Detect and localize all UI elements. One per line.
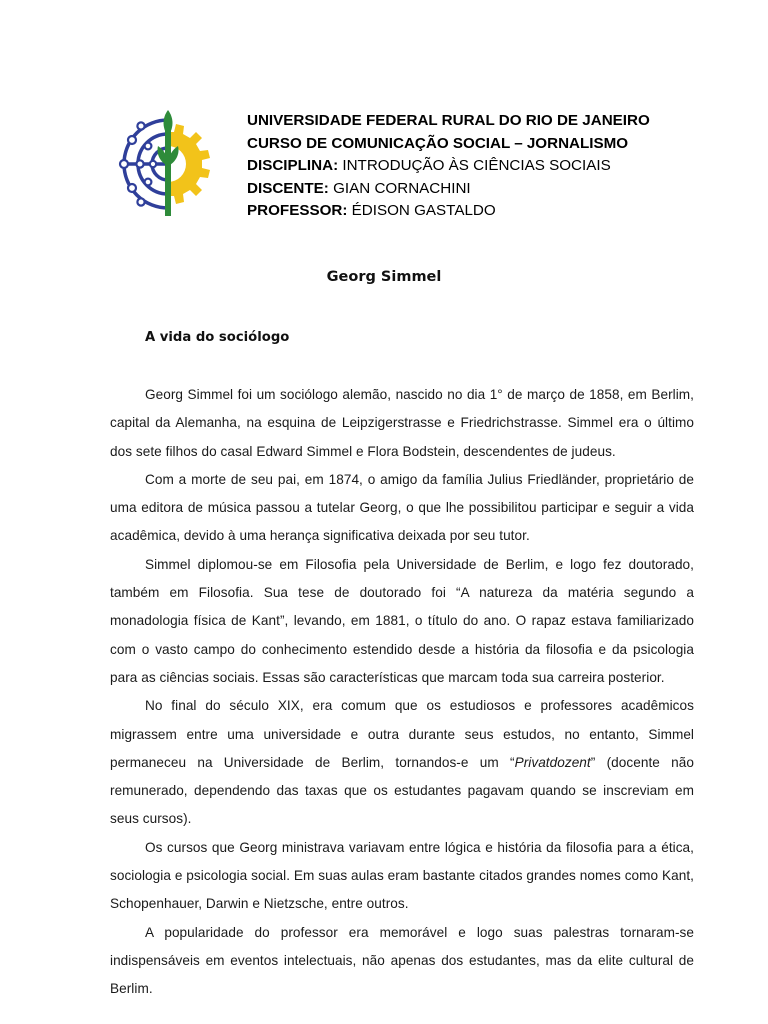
professor-value: ÉDISON GASTALDO [351, 202, 496, 219]
document-title: Georg Simmel [326, 269, 442, 285]
paragraph-1: Georg Simmel foi um sociólogo alemão, nascido no dia 1° de março de 1858, em Berlim, capital da Alemanha, na esquina de Leipzigerstrasse e Friedrichstrasse. Simmel era o último dos sete filhos do casal Edward Simmel e Flora Bodstein, descendentes de judeus. [110, 387, 694, 459]
section-title: A vida do sociólogo [145, 330, 290, 345]
paragraph-4 [110, 692, 694, 833]
orbit-nodes [120, 122, 156, 205]
university-logo-icon [110, 106, 218, 224]
paragraph-4-part-1: No final do século XIX, era comum que os estudiosos e professores acadêmicos migrassem entre uma universidade e outra durante seus estudos, no entanto, Simmel permaneceu na Universidade de Berlim, tornandos-e um “ [110, 698, 694, 770]
university-name: UNIVERSIDADE FEDERAL RURAL DO RIO DE JANEIRO [247, 112, 650, 129]
document-header [247, 110, 717, 223]
discipline-label: DISCIPLINA: [247, 157, 339, 174]
paragraph-4-part-2: ” (docente não remunerado, dependendo das taxas que os estudantes pagavam quando se inscreviam em seus cursos). [110, 754, 694, 827]
student-line [247, 178, 717, 201]
student-label: DISCENTE: [247, 179, 329, 197]
orbit-lines [124, 120, 168, 208]
paragraph-2: Com a morte de seu pai, em 1874, o amigo da família Julius Friedländer, proprietário de uma editora de música passou a tutelar Georg, o que lhe possibilitou participar e seguir a vida acadêmica, devido à uma herança significativa deixada por seu tutor. [110, 471, 694, 544]
document-body [110, 381, 694, 1004]
gear-shape [168, 124, 210, 204]
discipline-line [247, 155, 717, 178]
student-value: GIAN CORNACHINI [333, 179, 471, 197]
paragraph-6: A popularidade do professor era memorável e logo suas palestras tornaram-se indispensáveis em eventos intelectuais, não apenas dos estudantes, mas da elite cultural de Berlim. [110, 924, 694, 997]
course-name: CURSO DE COMUNICAÇÃO SOCIAL – JORNALISMO [247, 134, 629, 152]
professor-line [247, 200, 717, 223]
paragraph-5: Os cursos que Georg ministrava variavam entre lógica e história da filosofia para a ética, sociologia e psicologia social. Em suas aulas eram bastante citados grandes nomes como Kant, Schopenhauer, Darwin e Nietzsche, entre outros. [110, 839, 694, 912]
professor-label: PROFESSOR: [247, 202, 348, 219]
paragraph-4-italic-term: Privatdozent [514, 754, 591, 770]
paragraph-3: Simmel diplomou-se em Filosofia pela Universidade de Berlim, e logo fez doutorado, também em Filosofia. Sua tese de doutorado foi “A natureza da matéria segundo a monadologia física de Kant”, levando, em 1881, o título do ano. O rapaz estava familiarizado com o vasto campo do conhecimento estendido desde a história da filosofia e da psicologia para as ciências sociais. Essas são características que marcam toda sua carreira posterior. [110, 556, 694, 685]
discipline-value: INTRODUÇÃO ÀS CIÊNCIAS SOCIAIS [342, 157, 611, 174]
